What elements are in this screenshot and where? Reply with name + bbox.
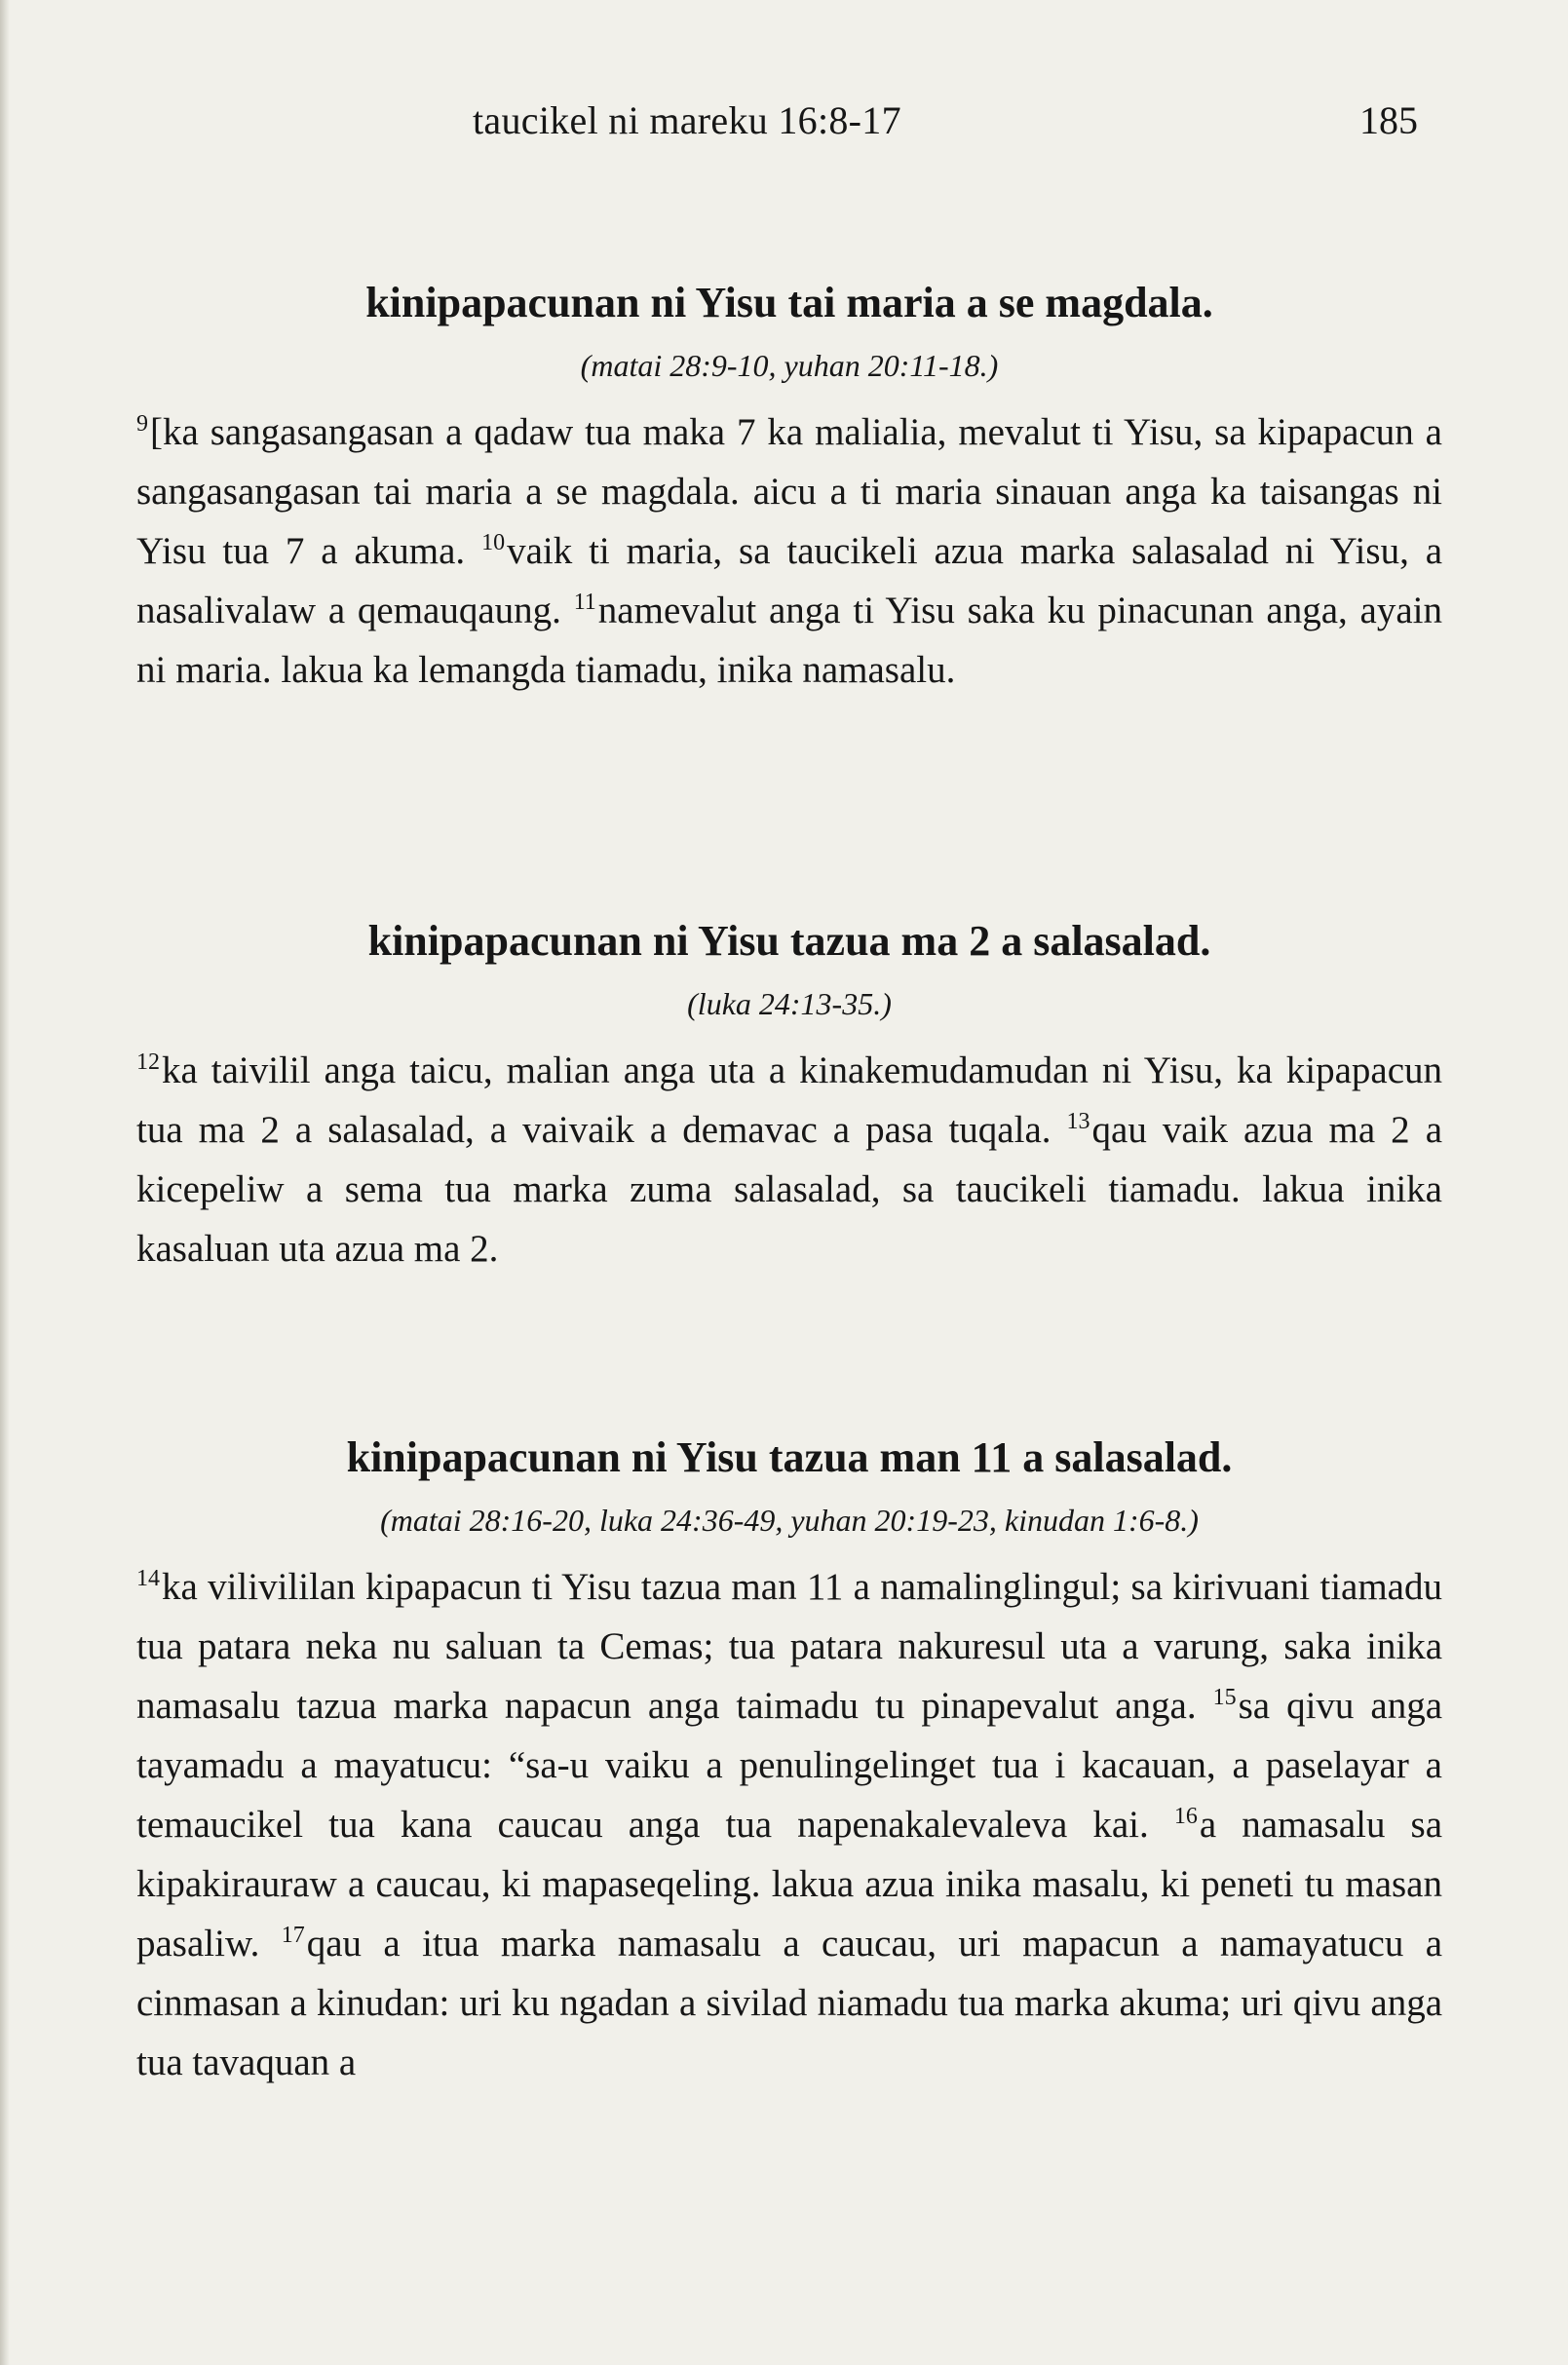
page-number: 185 [1359,98,1418,142]
running-head: taucikel ni mareku 16:8-17 [473,98,901,142]
paragraph [136,1041,1442,1278]
verse-text: a namasalu sa kipakirauraw a caucau, ki mapaseqeling. lakua azua inika masalu, ki peneti tu masan pasaliw. [136,1804,1443,1964]
verse-number: 10 [481,530,506,555]
section-two-disciples [136,916,1442,1278]
verse-text: vaik ti maria, sa taucikeli azua marka salasalad ni Yisu, a nasalivalaw a qemauqaung. [136,530,1443,631]
verse-text: sa qivu anga tayamadu a mayatucu: “sa-u vaiku a penulingelinget tua i kacauan, a paselayar a temaucikel tua kana caucau anga tua napenakalevaleva kai. [136,1685,1443,1846]
cross-reference: (matai 28:16-20, luka 24:36-49, yuhan 20:19-23, kinudan 1:6-8.) [380,1503,1199,1538]
verse-number: 16 [1173,1804,1198,1829]
verse-number: 17 [281,1923,305,1948]
section-heading: kinipapacunan ni Yisu tazua man 11 a salasalad. [346,1433,1233,1481]
verse-text: qau a itua marka namasalu a caucau, uri mapacun a namayatucu a cinmasan a kinudan: uri ku ngadan a sivilad niamadu tua marka akuma; uri qivu anga tua tavaquan a [136,1923,1443,2083]
verse-text: qau vaik azua ma 2 a kicepeliw a sema tua marka zuma salasalad, sa taucikeli tiamadu. lakua inika kasaluan uta azua ma 2. [136,1109,1443,1270]
verse-text: namevalut anga ti Yisu saka ku pinacunan anga, ayain ni maria. lakua ka lemangda tiamadu, inika namasalu. [136,590,1443,691]
verse-number: 9 [136,411,148,437]
verse-number: 14 [136,1566,160,1591]
section-heading: kinipapacunan ni Yisu tai maria a se magdala. [365,279,1213,326]
cross-reference: (matai 28:9-10, yuhan 20:11-18.) [580,348,999,383]
verse-text: ka taivilil anga taicu, malian anga uta a kinakemudamudan ni Yisu, ka kipapacun tua ma 2 a salasalad, a vaivaik a demavac a pasa tuqala. [136,1049,1442,1151]
section-eleven-disciples [136,1432,1442,2092]
verse-number: 12 [136,1049,160,1075]
page-gutter-shadow [0,0,10,2365]
verse-number: 13 [1066,1109,1090,1134]
verse-number: 11 [573,590,596,615]
verse-number: 15 [1212,1685,1237,1710]
cross-reference: (luka 24:13-35.) [687,986,892,1021]
verse-text: ka vilivililan kipapacun ti Yisu tazua man 11 a namalinglingul; sa kirivuani tiamadu tua patara neka nu saluan ta Cemas; tua patara nakuresul uta a varung, saka inika namasalu tazua marka napacun anga taimadu tu pinapevalut anga. [136,1566,1442,1727]
paragraph [136,1557,1442,2092]
section-maria-magdala [136,278,1442,700]
verse-text: [ka sangasangasan a qadaw tua maka 7 ka malialia, mevalut ti Yisu, sa kipapacun a sangasangasan tai maria a se magdala. aicu a ti maria sinauan anga ka taisangas ni Yisu tua 7 a akuma. [136,411,1442,572]
section-heading: kinipapacunan ni Yisu tazua ma 2 a salasalad. [367,917,1211,965]
paragraph [136,402,1442,700]
